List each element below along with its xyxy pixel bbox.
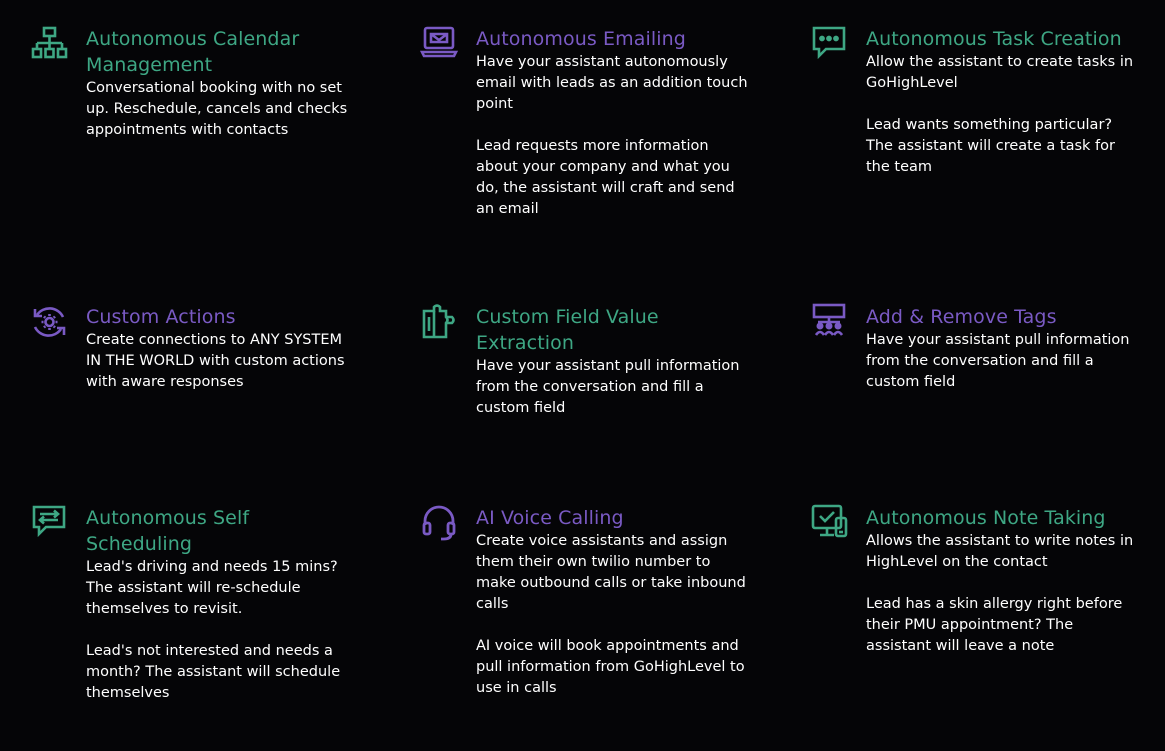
team-board-icon [810,303,850,343]
feature-title: Custom Actions [86,306,236,328]
feature-description: Have your assistant pull information from the conversation and fill a custom field [866,332,1130,390]
feature-title: Autonomous Self Scheduling [86,507,250,555]
feature-title: Add & Remove Tags [866,306,1057,328]
sitemap-icon [30,25,70,65]
sync-gear-icon [30,303,70,343]
puzzle-icon [420,303,460,343]
feature-title: Autonomous Calendar Management [86,28,300,76]
feature-description: Lead's driving and needs 15 mins? The assistant will re-schedule themselves to revisit. Lead's not interested and needs a month? The assistant will schedule themselves [86,559,341,701]
feature-title: Autonomous Note Taking [866,507,1106,529]
feature-description: Create connections to ANY SYSTEM IN THE WORLD with custom actions with aware responses [86,332,345,390]
feature-description: Allows the assistant to write notes in HighLevel on the contact Lead has a skin allergy right before their PMU appointment? The assistant will leave a note [866,533,1134,654]
laptop-mail-icon [420,25,460,65]
headset-icon [420,504,460,544]
feature-title: AI Voice Calling [476,507,624,529]
feature-description: Have your assistant pull information from the conversation and fill a custom field [476,358,740,416]
feature-title: Autonomous Task Creation [866,28,1122,50]
feature-description: Create voice assistants and assign them their own twilio number to make outbound calls or take inbound calls AI voice will book appointments and pull information from GoHighLevel to use in calls [476,533,746,696]
chat-arrows-icon [30,504,70,544]
feature-description: Conversational booking with no set up. Reschedule, cancels and checks appointments with contacts [86,80,348,138]
monitor-check-icon [810,504,850,544]
feature-description: Allow the assistant to create tasks in GoHighLevel Lead wants something particular? The assistant will create a task for the team [866,54,1134,175]
chat-bubble-icon [810,25,850,65]
feature-title: Autonomous Emailing [476,28,686,50]
feature-title: Custom Field Value Extraction [476,306,659,354]
feature-description: Have your assistant autonomously email with leads as an addition touch point Lead requests more information about your company and what you do, the assistant will craft and send an email [476,54,748,217]
